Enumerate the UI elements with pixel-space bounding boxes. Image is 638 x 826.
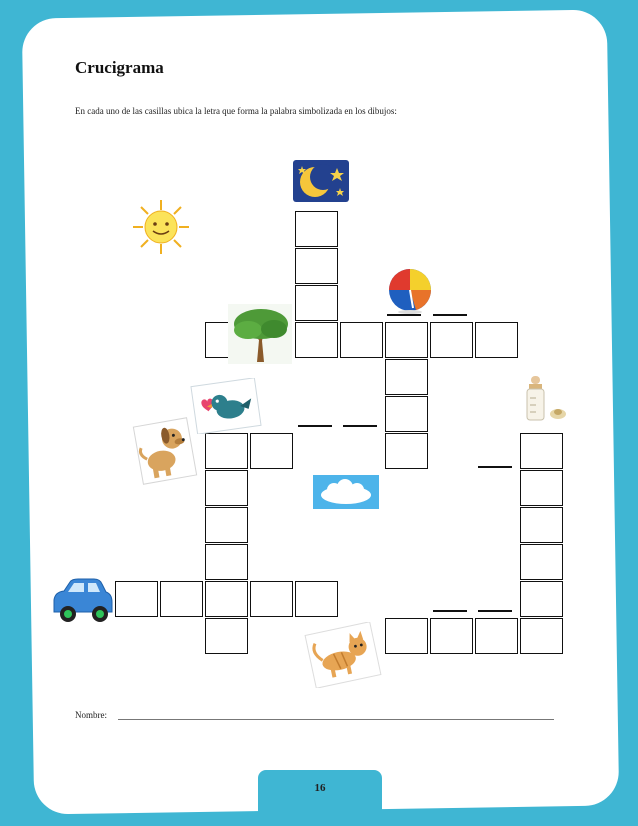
crossword-cell[interactable] — [295, 581, 338, 617]
crossword-cell[interactable] — [520, 507, 563, 543]
ball-icon — [386, 268, 434, 314]
grid-guide-line — [433, 610, 467, 612]
grid-guide-line — [478, 466, 512, 468]
crossword-cell[interactable] — [475, 322, 518, 358]
grid-guide-line — [433, 314, 467, 316]
sun-icon — [130, 198, 192, 256]
instructions-text: En cada uno de las casillas ubica la letra que forma la palabra simbolizada en los dibujos: — [75, 106, 397, 116]
crossword-cell[interactable] — [385, 618, 428, 654]
crossword-cell[interactable] — [295, 285, 338, 321]
crossword-cell[interactable] — [250, 433, 293, 469]
crossword-cell[interactable] — [295, 248, 338, 284]
crossword-cell[interactable] — [205, 618, 248, 654]
baby-bottle-icon — [524, 374, 570, 424]
grid-guide-line — [387, 314, 421, 316]
grid-guide-line — [343, 425, 377, 427]
name-input-line[interactable] — [118, 719, 554, 720]
crossword-cell[interactable] — [295, 211, 338, 247]
bird-icon — [188, 378, 264, 434]
page-number: 16 — [314, 782, 326, 794]
dog-icon — [132, 416, 198, 486]
grid-guide-line — [478, 610, 512, 612]
crossword-cell[interactable] — [385, 359, 428, 395]
tree-icon — [228, 304, 292, 364]
crossword-cell[interactable] — [115, 581, 158, 617]
crossword-cell[interactable] — [205, 507, 248, 543]
crossword-cell[interactable] — [475, 618, 518, 654]
crossword-cell[interactable] — [520, 544, 563, 580]
crossword-cell[interactable] — [295, 322, 338, 358]
worksheet-title: Crucigrama — [75, 58, 164, 77]
crossword-cell[interactable] — [430, 322, 473, 358]
crossword-cell[interactable] — [340, 322, 383, 358]
page-number-tab — [258, 770, 382, 820]
crossword-cell[interactable] — [385, 433, 428, 469]
crossword-cell[interactable] — [250, 581, 293, 617]
crossword-cell[interactable] — [520, 581, 563, 617]
crossword-cell[interactable] — [520, 618, 563, 654]
crossword-cell[interactable] — [160, 581, 203, 617]
crossword-cell[interactable] — [205, 470, 248, 506]
cat-icon — [302, 622, 384, 688]
crossword-cell[interactable] — [205, 581, 248, 617]
crossword-cell[interactable] — [385, 322, 428, 358]
car-icon — [50, 578, 114, 624]
moon-icon — [293, 160, 349, 202]
cloud-icon — [313, 475, 379, 509]
name-label: Nombre: — [75, 710, 107, 720]
crossword-cell[interactable] — [430, 618, 473, 654]
crossword-cell[interactable] — [205, 433, 248, 469]
crossword-cell[interactable] — [520, 433, 563, 469]
grid-guide-line — [298, 425, 332, 427]
crossword-cell[interactable] — [205, 544, 248, 580]
crossword-cell[interactable] — [520, 470, 563, 506]
crossword-cell[interactable] — [385, 396, 428, 432]
